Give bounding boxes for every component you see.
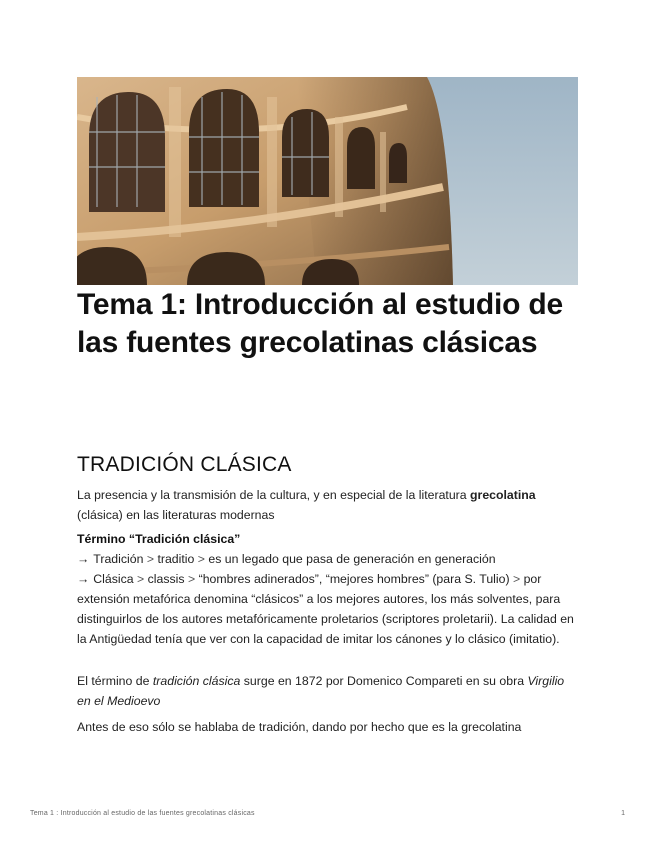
intro-bold-word: grecolatina — [470, 488, 536, 502]
intro-text-after: (clásica) en las literaturas modernas — [77, 508, 275, 522]
intro-paragraph — [77, 485, 577, 525]
greater-than-sign: > — [187, 572, 196, 586]
tradicion-word: Tradición — [93, 552, 144, 566]
page-title: Tema 1: Introducción al estudio de las fuentes grecolatinas clásicas — [77, 288, 564, 359]
arrow-icon: → — [77, 572, 90, 586]
hero-image-colosseum — [77, 77, 578, 285]
clasica-latin: classis — [147, 572, 185, 586]
greater-than-sign: > — [512, 572, 521, 586]
section-heading: TRADICIÓN CLÁSICA — [77, 453, 292, 476]
term-heading: Término “Tradición clásica” — [77, 532, 241, 546]
intro-text-before: La presencia y la transmisión de la cultura, y en especial de la literatura — [77, 488, 471, 502]
origin-text-2: surge en 1872 por Domenico Compareti en su obra — [240, 674, 528, 688]
before-paragraph: Antes de eso sólo se hablaba de tradición, dando por hecho que es la grecolatina — [77, 720, 522, 734]
greater-than-sign: > — [146, 552, 155, 566]
origin-italic-term: tradición clásica — [152, 674, 241, 688]
origin-paragraph — [77, 671, 577, 711]
origin-italic-work: Virgilio en el Medioevo — [77, 674, 565, 708]
greater-than-sign: > — [197, 552, 205, 566]
clasica-word: Clásica — [93, 572, 134, 586]
clasica-meaning: “hombres adinerados”, “mejores hombres” (para S. Tulio) — [198, 572, 510, 586]
page-number: 1 — [621, 810, 625, 817]
greater-than-sign: > — [137, 572, 145, 586]
tradicion-line — [77, 549, 577, 569]
tradicion-definition: es un legado que pasa de generación en generación — [208, 552, 496, 566]
origin-text-1: El término de — [77, 674, 153, 688]
clasica-paragraph — [77, 569, 577, 649]
clasica-extension: por extensión metafórica denomina “clásicos” a los mejores autores, los más solventes, para distinguirlos de los autores metafóricamente proletarios (scriptores proletarii). La calidad en la Antigüedad tenía que ver con la capacidad de imitar los cánones y lo clásico (imitatio). — [77, 572, 574, 646]
arrow-icon: → — [77, 552, 90, 566]
tradicion-latin: traditio — [157, 552, 195, 566]
footer-title: Tema 1 : Introducción al estudio de las fuentes grecolatinas clásicas — [30, 810, 255, 817]
